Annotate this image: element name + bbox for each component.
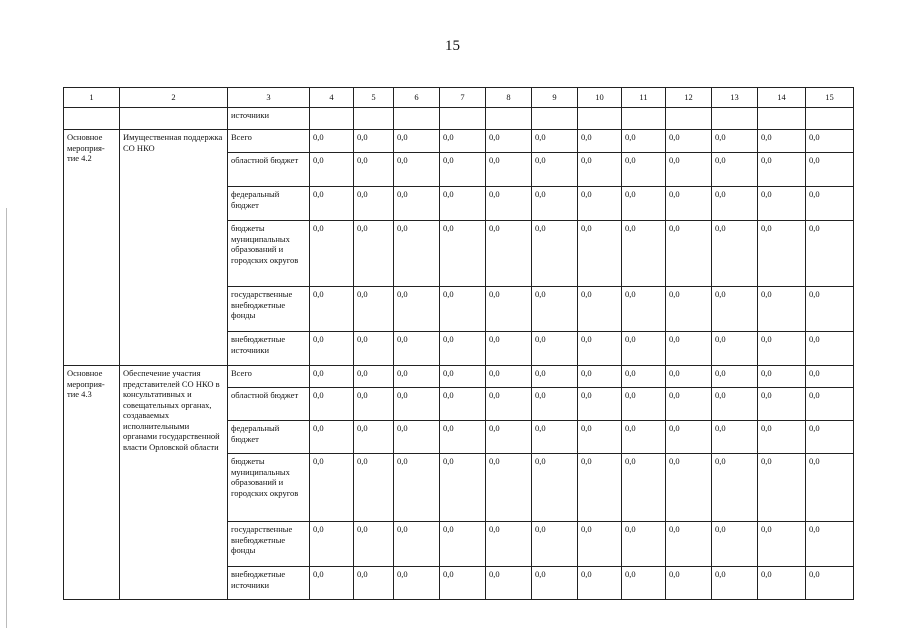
value-cell: 0,0 [578,522,622,567]
value-cell: 0,0 [666,366,712,388]
value-cell: 0,0 [666,287,712,332]
activity-cell: Основное мероприя-тие 4.2 [64,130,120,366]
value-cell: 0,0 [578,421,622,454]
value-cell: 0,0 [806,130,854,153]
table-row [64,108,854,130]
description-cell [120,108,228,130]
value-cell: 0,0 [440,388,486,421]
value-cell: 0,0 [440,332,486,366]
value-cell: 0,0 [758,130,806,153]
source-cell: государственные внебюджетные фонды [228,522,310,567]
value-cell: 0,0 [758,187,806,221]
value-cell: 0,0 [440,221,486,287]
value-cell: 0,0 [532,221,578,287]
column-header: 15 [806,88,854,108]
source-cell: областной бюджет [228,153,310,187]
value-cell: 0,0 [486,388,532,421]
value-cell: 0,0 [486,522,532,567]
column-header: 2 [120,88,228,108]
value-cell: 0,0 [806,388,854,421]
value-cell: 0,0 [622,522,666,567]
value-cell: 0,0 [354,522,394,567]
value-cell: 0,0 [310,454,354,522]
source-cell: внебюджетные источники [228,332,310,366]
value-cell: 0,0 [578,366,622,388]
value-cell: 0,0 [622,332,666,366]
value-cell: 0,0 [532,187,578,221]
value-cell: 0,0 [394,567,440,600]
value-cell: 0,0 [486,287,532,332]
value-cell [622,108,666,130]
value-cell: 0,0 [486,567,532,600]
value-cell: 0,0 [622,130,666,153]
value-cell: 0,0 [712,287,758,332]
value-cell: 0,0 [440,187,486,221]
value-cell: 0,0 [440,287,486,332]
value-cell: 0,0 [712,187,758,221]
value-cell: 0,0 [712,421,758,454]
value-cell: 0,0 [440,522,486,567]
value-cell: 0,0 [394,221,440,287]
column-header: 9 [532,88,578,108]
column-header: 8 [486,88,532,108]
source-cell: бюджеты муниципальных образований и городских округов [228,221,310,287]
value-cell [310,108,354,130]
table-header-row [64,88,854,108]
value-cell: 0,0 [622,366,666,388]
value-cell: 0,0 [758,221,806,287]
value-cell: 0,0 [622,287,666,332]
value-cell: 0,0 [806,332,854,366]
value-cell: 0,0 [578,130,622,153]
value-cell: 0,0 [532,366,578,388]
value-cell: 0,0 [310,332,354,366]
value-cell: 0,0 [806,153,854,187]
value-cell: 0,0 [578,567,622,600]
value-cell: 0,0 [712,567,758,600]
value-cell: 0,0 [486,332,532,366]
value-cell: 0,0 [758,287,806,332]
value-cell: 0,0 [712,153,758,187]
value-cell: 0,0 [354,421,394,454]
value-cell: 0,0 [622,421,666,454]
value-cell: 0,0 [310,287,354,332]
source-cell: источники [228,108,310,130]
column-header: 10 [578,88,622,108]
value-cell: 0,0 [532,567,578,600]
page-number: 15 [445,38,460,54]
value-cell: 0,0 [394,287,440,332]
value-cell: 0,0 [486,187,532,221]
column-header: 3 [228,88,310,108]
value-cell: 0,0 [394,187,440,221]
column-header: 4 [310,88,354,108]
value-cell: 0,0 [806,366,854,388]
value-cell: 0,0 [666,153,712,187]
column-header: 11 [622,88,666,108]
value-cell: 0,0 [622,567,666,600]
value-cell: 0,0 [354,567,394,600]
value-cell: 0,0 [354,287,394,332]
value-cell [440,108,486,130]
value-cell: 0,0 [758,153,806,187]
value-cell: 0,0 [806,221,854,287]
value-cell: 0,0 [440,567,486,600]
value-cell: 0,0 [394,421,440,454]
value-cell: 0,0 [666,332,712,366]
value-cell: 0,0 [394,366,440,388]
value-cell: 0,0 [666,421,712,454]
value-cell: 0,0 [666,388,712,421]
value-cell: 0,0 [310,187,354,221]
column-header: 13 [712,88,758,108]
source-cell: Всего [228,366,310,388]
value-cell: 0,0 [394,153,440,187]
value-cell: 0,0 [712,130,758,153]
value-cell: 0,0 [354,388,394,421]
value-cell: 0,0 [578,187,622,221]
value-cell: 0,0 [310,567,354,600]
value-cell: 0,0 [712,388,758,421]
value-cell: 0,0 [712,366,758,388]
value-cell: 0,0 [310,421,354,454]
value-cell: 0,0 [578,153,622,187]
value-cell: 0,0 [622,187,666,221]
value-cell: 0,0 [666,454,712,522]
value-cell: 0,0 [712,332,758,366]
source-cell: внебюджетные источники [228,567,310,600]
value-cell: 0,0 [440,454,486,522]
value-cell: 0,0 [806,454,854,522]
value-cell: 0,0 [394,454,440,522]
value-cell: 0,0 [666,221,712,287]
value-cell: 0,0 [354,153,394,187]
value-cell: 0,0 [354,366,394,388]
value-cell: 0,0 [440,153,486,187]
source-cell: Всего [228,130,310,153]
value-cell: 0,0 [758,332,806,366]
value-cell [578,108,622,130]
column-header: 7 [440,88,486,108]
description-cell: Имущественная поддержка СО НКО [120,130,228,366]
value-cell: 0,0 [394,388,440,421]
value-cell: 0,0 [532,332,578,366]
value-cell: 0,0 [578,287,622,332]
value-cell: 0,0 [486,221,532,287]
value-cell: 0,0 [666,522,712,567]
value-cell: 0,0 [622,454,666,522]
source-cell: федеральный бюджет [228,187,310,221]
value-cell: 0,0 [310,388,354,421]
value-cell: 0,0 [354,454,394,522]
value-cell: 0,0 [310,522,354,567]
value-cell: 0,0 [578,454,622,522]
value-cell [758,108,806,130]
table-row [64,130,854,153]
value-cell: 0,0 [354,221,394,287]
value-cell: 0,0 [532,388,578,421]
value-cell: 0,0 [310,153,354,187]
value-cell [712,108,758,130]
source-cell: областной бюджет [228,388,310,421]
source-cell: федеральный бюджет [228,421,310,454]
value-cell: 0,0 [310,221,354,287]
value-cell: 0,0 [532,454,578,522]
value-cell: 0,0 [666,187,712,221]
value-cell: 0,0 [758,522,806,567]
value-cell: 0,0 [354,187,394,221]
margin-line [6,208,7,628]
value-cell: 0,0 [486,454,532,522]
value-cell: 0,0 [806,522,854,567]
description-cell: Обеспечение участия представителей СО НКО в консультативных и совещательных органах, создаваемых исполнительными органами государственной власти Орловской области [120,366,228,600]
value-cell: 0,0 [806,287,854,332]
value-cell: 0,0 [758,567,806,600]
value-cell [394,108,440,130]
budget-table [63,87,854,600]
column-header: 6 [394,88,440,108]
value-cell [666,108,712,130]
column-header: 12 [666,88,712,108]
value-cell: 0,0 [758,388,806,421]
column-header: 5 [354,88,394,108]
value-cell: 0,0 [310,130,354,153]
column-header: 1 [64,88,120,108]
column-header: 14 [758,88,806,108]
value-cell: 0,0 [394,522,440,567]
value-cell: 0,0 [622,153,666,187]
value-cell: 0,0 [532,522,578,567]
source-cell: бюджеты муниципальных образований и городских округов [228,454,310,522]
activity-cell [64,108,120,130]
value-cell: 0,0 [806,567,854,600]
value-cell: 0,0 [532,287,578,332]
value-cell: 0,0 [394,332,440,366]
value-cell: 0,0 [666,130,712,153]
value-cell: 0,0 [440,366,486,388]
value-cell: 0,0 [622,221,666,287]
value-cell [354,108,394,130]
value-cell [532,108,578,130]
value-cell: 0,0 [666,567,712,600]
value-cell: 0,0 [486,421,532,454]
value-cell [486,108,532,130]
value-cell: 0,0 [354,130,394,153]
value-cell: 0,0 [806,187,854,221]
value-cell: 0,0 [712,454,758,522]
value-cell: 0,0 [354,332,394,366]
value-cell: 0,0 [578,332,622,366]
value-cell: 0,0 [394,130,440,153]
value-cell: 0,0 [532,130,578,153]
value-cell: 0,0 [712,221,758,287]
value-cell: 0,0 [578,388,622,421]
value-cell: 0,0 [486,153,532,187]
value-cell: 0,0 [440,421,486,454]
value-cell: 0,0 [758,366,806,388]
value-cell: 0,0 [806,421,854,454]
value-cell: 0,0 [486,366,532,388]
value-cell: 0,0 [440,130,486,153]
value-cell: 0,0 [712,522,758,567]
value-cell: 0,0 [578,221,622,287]
activity-cell: Основное мероприя-тие 4.3 [64,366,120,600]
source-cell: государственные внебюджетные фонды [228,287,310,332]
value-cell: 0,0 [622,388,666,421]
value-cell: 0,0 [758,421,806,454]
value-cell: 0,0 [486,130,532,153]
table-row [64,366,854,388]
value-cell: 0,0 [758,454,806,522]
value-cell [806,108,854,130]
value-cell: 0,0 [532,421,578,454]
value-cell: 0,0 [532,153,578,187]
value-cell: 0,0 [310,366,354,388]
